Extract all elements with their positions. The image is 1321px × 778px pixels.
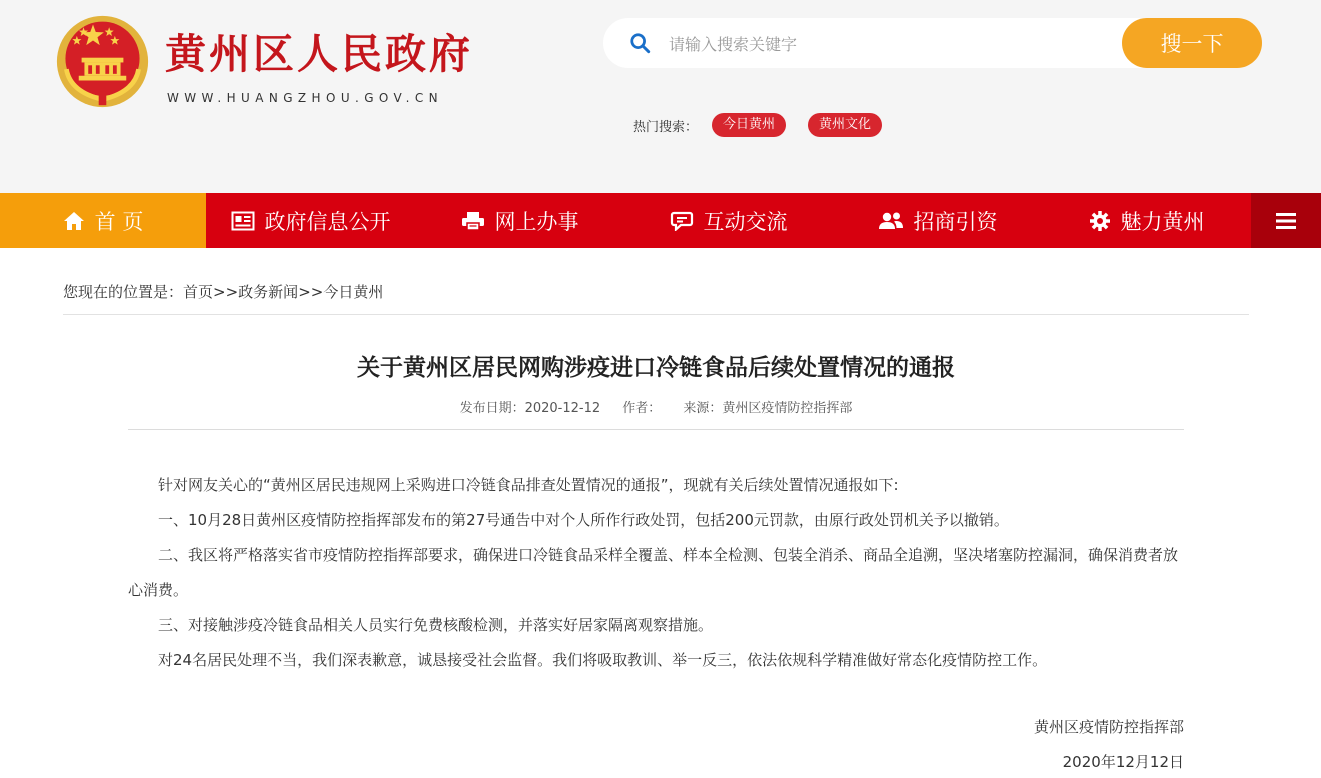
national-emblem-icon[interactable]	[55, 14, 150, 109]
source: 来源：黄州区疫情防控指挥部	[683, 401, 853, 416]
breadcrumb-link-today[interactable]: 今日黄州	[323, 283, 384, 301]
breadcrumb-separator: >>	[298, 283, 324, 301]
nav-item-label: 魅力黄州	[1120, 209, 1205, 234]
site-title[interactable]: 黄州区人民政府	[165, 30, 473, 78]
nav-item-label: 招商引资	[913, 209, 998, 234]
article-signature: 黄州区疫情防控指挥部	[1033, 718, 1184, 736]
main-nav	[0, 193, 1321, 248]
article-title: 关于黄州区居民网购涉疫进口冷链食品后续处置情况的通报	[357, 355, 955, 381]
nav-item-interaction[interactable]	[624, 193, 833, 248]
article-paragraph: 针对网友关心的“黄州区居民违规网上采购进口冷链食品排查处置情况的通报”，现就有关后续处置情况通报如下:	[158, 476, 899, 494]
chat-icon	[670, 211, 694, 231]
nav-item-charm-huangzhou[interactable]	[1042, 193, 1251, 248]
gear-icon	[1089, 210, 1111, 232]
nav-item-label: 首 页	[94, 209, 144, 234]
search-input[interactable]	[667, 30, 1091, 58]
article-paragraph: 一、10月28日黄州区疫情防控指挥部发布的第27号通告中对个人所作行政处罚，包括200元罚款，由原行政处罚机关予以撤销。	[158, 511, 1009, 529]
nav-item-investment[interactable]	[833, 193, 1042, 248]
hot-search-label: 热门搜索：	[633, 119, 699, 135]
article-paragraph: 二、我区将严格落实省市疫情防控指挥部要求，确保进口冷链食品采样全覆盖、样本全检测、包装全消杀、商品全追溯，坚决堵塞防控漏洞，确保消费者放心消费。	[128, 546, 1179, 599]
nav-item-gov-info[interactable]	[206, 193, 415, 248]
hot-tag-jinri-huangzhou[interactable]: 今日黄州	[712, 113, 786, 137]
nav-menu-button[interactable]	[1251, 193, 1321, 248]
search-icon[interactable]	[629, 32, 651, 54]
breadcrumb	[63, 281, 1249, 315]
nav-item-label: 互动交流	[703, 209, 788, 234]
article-paragraph: 对24名居民处理不当，我们深表歉意，诚恳接受社会监督。我们将吸取教训、举一反三，依法依规科学精准做好常态化疫情防控工作。	[158, 651, 1048, 669]
article-paragraph: 三、对接触涉疫冷链食品相关人员实行免费核酸检测，并落实好居家隔离观察措施。	[158, 616, 714, 634]
users-icon	[878, 211, 904, 231]
home-icon	[63, 211, 85, 231]
site-header	[0, 0, 1321, 193]
printer-icon	[461, 211, 485, 231]
article-meta	[128, 399, 1184, 430]
breadcrumb-link-home[interactable]: 首页	[183, 283, 214, 301]
article-sign-date: 2020年12月12日	[1062, 753, 1184, 771]
nav-item-online-service[interactable]	[415, 193, 624, 248]
publish-date: 发布日期：2020-12-12	[459, 401, 601, 416]
breadcrumb-separator: >>	[213, 283, 239, 301]
article-body	[128, 468, 1184, 678]
search-button[interactable]: 搜一下	[1122, 18, 1262, 68]
breadcrumb-link-news[interactable]: 政务新闻	[238, 283, 299, 301]
nav-item-label: 政府信息公开	[264, 209, 391, 234]
hot-search	[633, 112, 904, 138]
newspaper-icon	[231, 211, 255, 231]
site-url: WWW.HUANGZHOU.GOV.CN	[167, 91, 443, 105]
author: 作者：	[622, 401, 662, 416]
breadcrumb-prefix: 您现在的位置是：	[63, 283, 184, 301]
nav-item-label: 网上办事	[494, 209, 579, 234]
hamburger-menu-icon	[1276, 212, 1296, 230]
nav-item-home[interactable]	[0, 193, 206, 248]
hot-tag-huangzhou-wenhua[interactable]: 黄州文化	[808, 113, 882, 137]
